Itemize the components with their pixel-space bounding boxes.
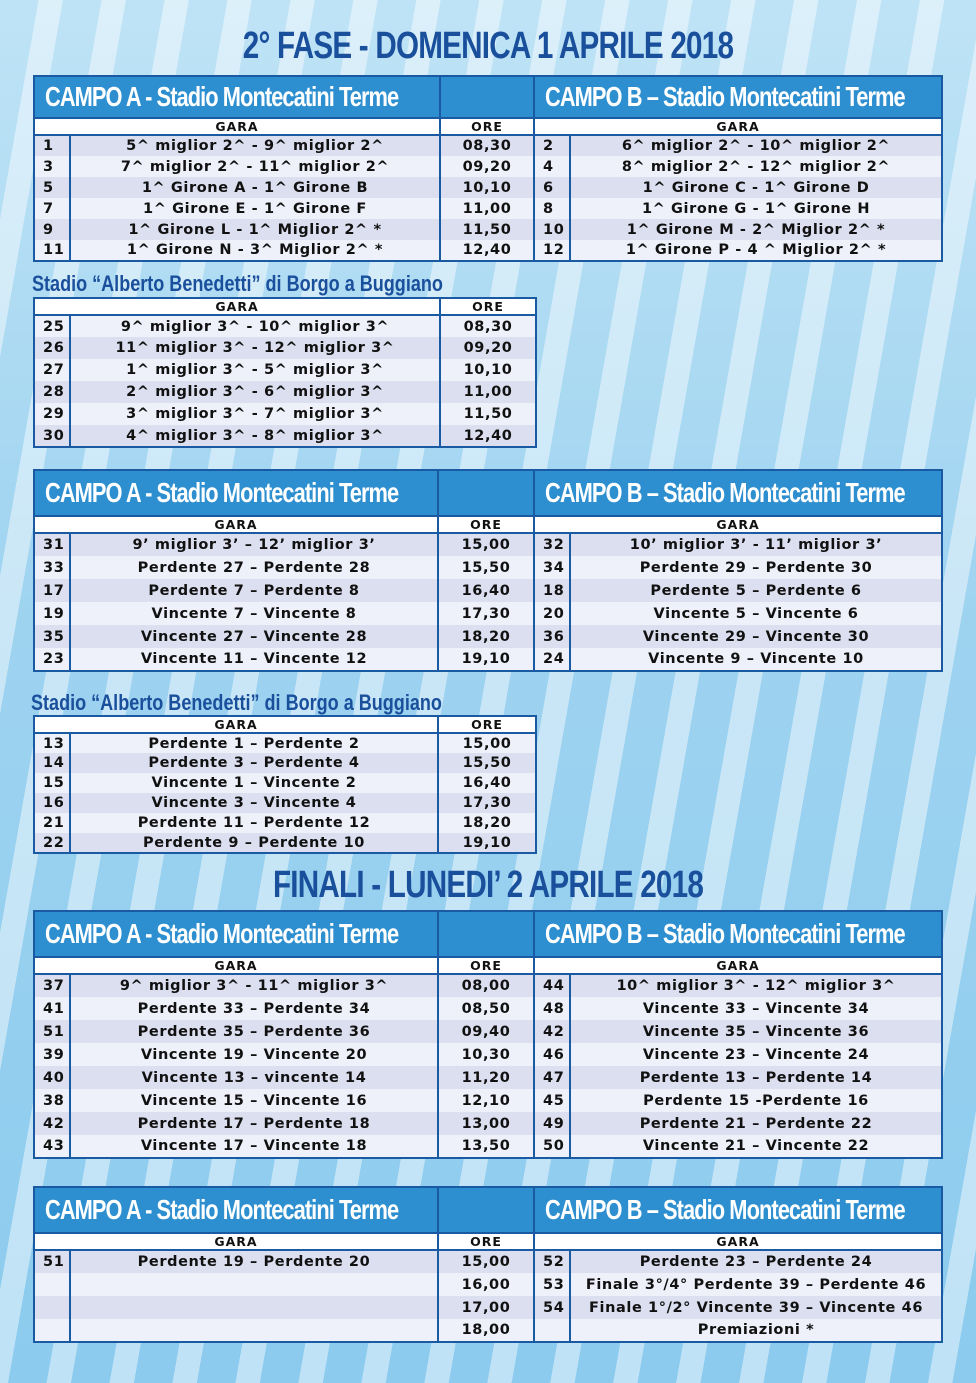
match-teams: 1^ Girone G - 1^ Girone H	[570, 198, 942, 219]
match-number: 1	[34, 135, 70, 156]
match-time: 09,40	[438, 1020, 534, 1043]
match-teams	[70, 1273, 438, 1296]
match-number	[34, 1273, 70, 1296]
match-number: 24	[534, 648, 570, 671]
match-time: 12,40	[440, 240, 534, 261]
table-row	[34, 1296, 942, 1319]
match-number: 51	[34, 1020, 70, 1043]
match-time: 16,40	[438, 579, 534, 602]
match-time: 19,10	[438, 833, 536, 853]
match-teams: 7^ miglior 2^ - 11^ miglior 2^	[70, 156, 440, 177]
match-number: 17	[34, 579, 70, 602]
match-number: 37	[34, 974, 70, 997]
match-teams: Perdente 27 – Perdente 28	[70, 556, 438, 579]
match-time: 18,20	[438, 625, 534, 648]
match-number: 39	[34, 1043, 70, 1066]
match-number: 2	[534, 135, 570, 156]
match-teams: 8^ miglior 2^ - 12^ miglior 2^	[570, 156, 942, 177]
match-time: 17,30	[438, 602, 534, 625]
table-row	[34, 1273, 942, 1296]
match-teams: Perdente 5 – Perdente 6	[570, 579, 942, 602]
match-time: 11,50	[440, 219, 534, 240]
match-teams: Vincente 15 – Vincente 16	[70, 1089, 438, 1112]
match-number: 30	[34, 425, 70, 447]
heading-finali: FINALI - LUNEDI’ 2 APRILE 2018	[272, 864, 704, 906]
match-number: 38	[34, 1089, 70, 1112]
match-time: 08,30	[440, 135, 534, 156]
match-number: 12	[534, 240, 570, 261]
match-time: 11,50	[440, 403, 536, 425]
table-row	[34, 403, 536, 425]
match-number: 9	[34, 219, 70, 240]
schedule-table-3	[33, 469, 943, 672]
table-row	[34, 1089, 942, 1112]
match-number: 10	[534, 219, 570, 240]
col-ore: ORE	[438, 516, 534, 533]
match-teams: Vincente 17 – Vincente 18	[70, 1135, 438, 1158]
table-row	[34, 1043, 942, 1066]
match-number: 6	[534, 177, 570, 198]
match-teams: Vincente 13 – vincente 14	[70, 1066, 438, 1089]
table-row	[34, 625, 942, 648]
match-time: 16,40	[438, 773, 536, 793]
venue-header-campo-b: CAMPO B – Stadio Montecatini Terme	[534, 76, 942, 118]
match-time: 13,50	[438, 1135, 534, 1158]
match-time: 08,50	[438, 997, 534, 1020]
match-number: 35	[34, 625, 70, 648]
match-teams: Vincente 21 – Vincente 22	[570, 1135, 942, 1158]
match-number: 5	[34, 177, 70, 198]
venue-header-campo-a: CAMPO A - Stadio Montecatini Terme	[34, 470, 438, 516]
venue-header-campo-a: CAMPO A - Stadio Montecatini Terme	[34, 1187, 438, 1233]
table-row	[34, 135, 942, 156]
match-time: 15,00	[438, 733, 536, 753]
match-teams: Finale 3°/4° Perdente 39 – Perdente 46	[570, 1273, 942, 1296]
table-row	[34, 1066, 942, 1089]
match-teams: Perdente 17 – Perdente 18	[70, 1112, 438, 1135]
col-gara: GARA	[534, 1233, 942, 1250]
match-time: 08,30	[440, 315, 536, 337]
table-row	[34, 602, 942, 625]
col-gara: GARA	[34, 298, 440, 315]
match-teams: 2^ miglior 3^ - 6^ miglior 3^	[70, 381, 440, 403]
match-number: 48	[534, 997, 570, 1020]
match-number: 4	[534, 156, 570, 177]
match-teams: 1^ Girone C - 1^ Girone D	[570, 177, 942, 198]
match-number: 23	[34, 648, 70, 671]
schedule-table-4	[33, 715, 537, 854]
table-row	[34, 556, 942, 579]
header-blank	[438, 470, 534, 516]
table-row	[34, 833, 536, 853]
match-number: 19	[34, 602, 70, 625]
table-row	[34, 813, 536, 833]
match-time: 11,00	[440, 381, 536, 403]
match-teams: Perdente 1 – Perdente 2	[70, 733, 438, 753]
match-number: 20	[534, 602, 570, 625]
match-time: 10,10	[440, 359, 536, 381]
match-number: 15	[34, 773, 70, 793]
match-number: 53	[534, 1273, 570, 1296]
match-number: 34	[534, 556, 570, 579]
match-number: 46	[534, 1043, 570, 1066]
match-number	[34, 1296, 70, 1319]
match-time: 17,30	[438, 793, 536, 813]
match-number: 42	[534, 1020, 570, 1043]
match-number: 29	[34, 403, 70, 425]
match-time: 15,50	[438, 753, 536, 773]
match-teams: 10’ miglior 3’ - 11’ miglior 3’	[570, 533, 942, 556]
match-number: 32	[534, 533, 570, 556]
header-blank	[440, 76, 534, 118]
table-row	[34, 733, 536, 753]
match-number: 16	[34, 793, 70, 813]
match-teams	[70, 1319, 438, 1342]
match-teams: 1^ Girone N - 3^ Miglior 2^ *	[70, 240, 440, 261]
table-row	[34, 359, 536, 381]
match-teams: 10^ miglior 3^ - 12^ miglior 3^	[570, 974, 942, 997]
match-number: 50	[534, 1135, 570, 1158]
match-time: 12,40	[440, 425, 536, 447]
table-row	[34, 648, 942, 671]
match-teams: Perdente 7 – Perdente 8	[70, 579, 438, 602]
venue-header-campo-a: CAMPO A - Stadio Montecatini Terme	[34, 76, 440, 118]
table-row	[34, 156, 942, 177]
table-row	[34, 337, 536, 359]
match-number: 33	[34, 556, 70, 579]
match-number: 41	[34, 997, 70, 1020]
match-number: 36	[534, 625, 570, 648]
table-row	[34, 315, 536, 337]
match-teams: 1^ Girone A - 1^ Girone B	[70, 177, 440, 198]
match-number: 8	[534, 198, 570, 219]
schedule-table-2	[33, 297, 537, 448]
match-time: 11,00	[440, 198, 534, 219]
match-number: 43	[34, 1135, 70, 1158]
col-ore: ORE	[438, 1233, 534, 1250]
table-row	[34, 579, 942, 602]
heading-fase2: 2° FASE - DOMENICA 1 APRILE 2018	[242, 25, 734, 67]
match-number: 11	[34, 240, 70, 261]
col-gara: GARA	[34, 957, 438, 974]
match-time: 15,50	[438, 556, 534, 579]
match-number: 3	[34, 156, 70, 177]
schedule-table-1	[33, 75, 943, 262]
match-number: 28	[34, 381, 70, 403]
match-teams: Perdente 21 – Perdente 22	[570, 1112, 942, 1135]
table-row	[34, 1250, 942, 1273]
col-gara: GARA	[534, 957, 942, 974]
match-teams: Perdente 35 – Perdente 36	[70, 1020, 438, 1043]
match-teams: Vincente 3 – Vincente 4	[70, 793, 438, 813]
match-number	[534, 1319, 570, 1342]
match-number: 52	[534, 1250, 570, 1273]
table-row	[34, 1319, 942, 1342]
match-teams: Vincente 11 – Vincente 12	[70, 648, 438, 671]
venue-header-campo-b: CAMPO B – Stadio Montecatini Terme	[534, 911, 942, 957]
match-time: 17,00	[438, 1296, 534, 1319]
match-number: 22	[34, 833, 70, 853]
match-number: 44	[534, 974, 570, 997]
match-teams: Vincente 5 – Vincente 6	[570, 602, 942, 625]
match-number: 45	[534, 1089, 570, 1112]
table-row	[34, 773, 536, 793]
venue-header-campo-b: CAMPO B – Stadio Montecatini Terme	[534, 470, 942, 516]
match-teams: Finale 1°/2° Vincente 39 – Vincente 46	[570, 1296, 942, 1319]
match-teams: 1^ miglior 3^ - 5^ miglior 3^	[70, 359, 440, 381]
match-time: 11,20	[438, 1066, 534, 1089]
venue-header-campo-a: CAMPO A - Stadio Montecatini Terme	[34, 911, 438, 957]
col-gara: GARA	[34, 1233, 438, 1250]
col-ore: ORE	[440, 118, 534, 135]
match-number: 31	[34, 533, 70, 556]
match-time: 08,00	[438, 974, 534, 997]
match-time: 09,20	[440, 337, 536, 359]
match-number: 40	[34, 1066, 70, 1089]
match-teams: Vincente 19 – Vincente 20	[70, 1043, 438, 1066]
match-number: 18	[534, 579, 570, 602]
venue-title-borgo: Stadio “Alberto Benedetti” di Borgo a Buggiano	[32, 271, 443, 296]
match-time: 10,10	[440, 177, 534, 198]
match-teams: 5^ miglior 2^ - 9^ miglior 2^	[70, 135, 440, 156]
match-time: 18,00	[438, 1319, 534, 1342]
match-time: 19,10	[438, 648, 534, 671]
match-teams: Perdente 11 – Perdente 12	[70, 813, 438, 833]
table-row	[34, 177, 942, 198]
match-teams: 11^ miglior 3^ - 12^ miglior 3^	[70, 337, 440, 359]
match-number	[34, 1319, 70, 1342]
table-row	[34, 974, 942, 997]
match-time: 18,20	[438, 813, 536, 833]
table-row	[34, 793, 536, 813]
match-teams: 9^ miglior 3^ - 10^ miglior 3^	[70, 315, 440, 337]
match-number: 7	[34, 198, 70, 219]
header-blank	[438, 911, 534, 957]
match-teams: Vincente 27 – Vincente 28	[70, 625, 438, 648]
schedule-table-6	[33, 1186, 943, 1343]
table-row	[34, 425, 536, 447]
match-teams: 9^ miglior 3^ - 11^ miglior 3^	[70, 974, 438, 997]
table-row	[34, 219, 942, 240]
col-gara: GARA	[34, 516, 438, 533]
table-row	[34, 997, 942, 1020]
match-teams: Vincente 9 – Vincente 10	[570, 648, 942, 671]
col-ore: ORE	[438, 716, 536, 733]
match-teams: Perdente 29 – Perdente 30	[570, 556, 942, 579]
col-gara: GARA	[34, 716, 438, 733]
match-time: 13,00	[438, 1112, 534, 1135]
match-teams: Vincente 29 – Vincente 30	[570, 625, 942, 648]
match-teams: 6^ miglior 2^ - 10^ miglior 2^	[570, 135, 942, 156]
schedule-table-5	[33, 910, 943, 1159]
match-teams: 1^ Girone M - 2^ Miglior 2^ *	[570, 219, 942, 240]
match-time: 16,00	[438, 1273, 534, 1296]
table-row	[34, 1112, 942, 1135]
match-teams: Perdente 3 – Perdente 4	[70, 753, 438, 773]
match-number: 25	[34, 315, 70, 337]
match-teams: Vincente 7 – Vincente 8	[70, 602, 438, 625]
match-time: 15,00	[438, 1250, 534, 1273]
match-number: 26	[34, 337, 70, 359]
match-teams: Perdente 13 – Perdente 14	[570, 1066, 942, 1089]
match-teams: Perdente 19 – Perdente 20	[70, 1250, 438, 1273]
table-row	[34, 198, 942, 219]
col-ore: ORE	[440, 298, 536, 315]
match-number: 51	[34, 1250, 70, 1273]
match-teams: Perdente 9 – Perdente 10	[70, 833, 438, 853]
table-row	[34, 240, 942, 261]
match-teams: 9’ miglior 3’ – 12’ miglior 3’	[70, 533, 438, 556]
match-teams: 1^ Girone E - 1^ Girone F	[70, 198, 440, 219]
col-ore: ORE	[438, 957, 534, 974]
match-teams	[70, 1296, 438, 1319]
match-number: 14	[34, 753, 70, 773]
match-time: 10,30	[438, 1043, 534, 1066]
match-number: 27	[34, 359, 70, 381]
match-teams: Vincente 35 – Vincente 36	[570, 1020, 942, 1043]
match-teams: 3^ miglior 3^ - 7^ miglior 3^	[70, 403, 440, 425]
venue-title-borgo: Stadio “Alberto Benedetti” di Borgo a Buggiano	[31, 690, 442, 715]
table-row	[34, 1020, 942, 1043]
match-teams: Perdente 33 – Perdente 34	[70, 997, 438, 1020]
match-time: 12,10	[438, 1089, 534, 1112]
match-time: 09,20	[440, 156, 534, 177]
match-teams: 4^ miglior 3^ - 8^ miglior 3^	[70, 425, 440, 447]
match-number: 13	[34, 733, 70, 753]
match-number: 42	[34, 1112, 70, 1135]
col-gara: GARA	[534, 516, 942, 533]
col-gara: GARA	[34, 118, 440, 135]
match-number: 47	[534, 1066, 570, 1089]
match-teams: Vincente 23 – Vincente 24	[570, 1043, 942, 1066]
match-teams: Premiazioni *	[570, 1319, 942, 1342]
col-gara: GARA	[534, 118, 942, 135]
table-row	[34, 533, 942, 556]
match-teams: Perdente 15 -Perdente 16	[570, 1089, 942, 1112]
table-row	[34, 381, 536, 403]
header-blank	[438, 1187, 534, 1233]
table-row	[34, 753, 536, 773]
match-teams: 1^ Girone P - 4 ^ Miglior 2^ *	[570, 240, 942, 261]
match-teams: 1^ Girone L - 1^ Miglior 2^ *	[70, 219, 440, 240]
match-teams: Vincente 1 – Vincente 2	[70, 773, 438, 793]
match-time: 15,00	[438, 533, 534, 556]
table-row	[34, 1135, 942, 1158]
match-teams: Perdente 23 – Perdente 24	[570, 1250, 942, 1273]
match-number: 54	[534, 1296, 570, 1319]
venue-header-campo-b: CAMPO B – Stadio Montecatini Terme	[534, 1187, 942, 1233]
match-number: 49	[534, 1112, 570, 1135]
match-number: 21	[34, 813, 70, 833]
match-teams: Vincente 33 – Vincente 34	[570, 997, 942, 1020]
